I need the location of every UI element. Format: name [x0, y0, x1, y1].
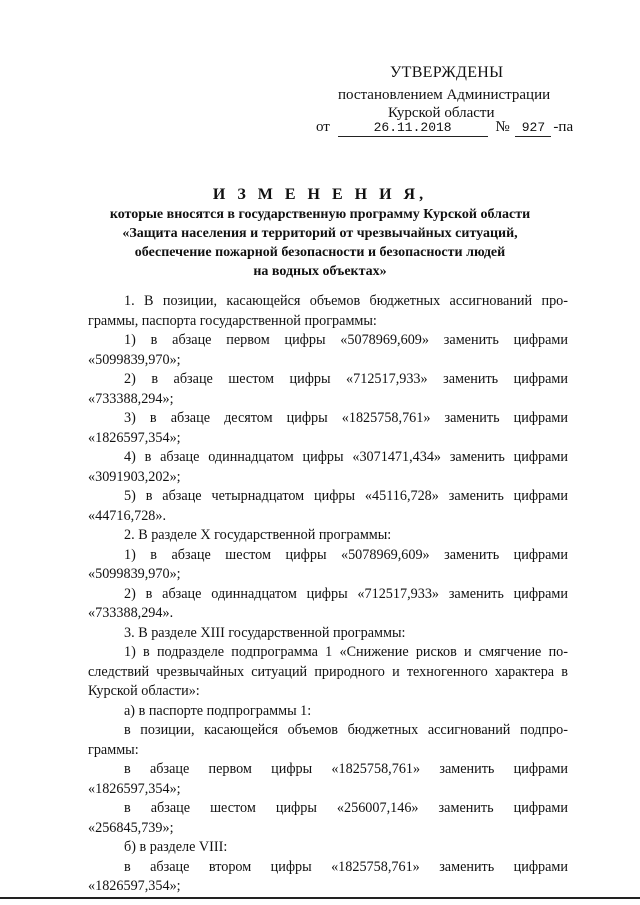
- body-line: 1) в абзаце первом цифры «5078969,609» заменить цифрами: [124, 332, 568, 348]
- document-body: [88, 292, 568, 897]
- body-line: граммы, паспорта государственной программы:: [88, 312, 377, 329]
- subtitle-line: которые вносятся в государственную программу Курской области: [109, 207, 531, 222]
- order-date: 26.11.2018: [338, 120, 488, 137]
- body-line: «1826597,354»;: [88, 878, 181, 894]
- subtitle-line: обеспечение пожарной безопасности и безопасности людей: [134, 245, 506, 260]
- subtitle-line: на водных объектах»: [253, 264, 387, 279]
- document-title: И З М Е Н Е Н И Я,: [212, 186, 428, 203]
- approval-region: Курской области: [388, 105, 495, 121]
- order-suffix: -па: [553, 119, 574, 135]
- body-line: 4) в абзаце одиннадцатом цифры «3071471,434» заменить цифрами: [124, 449, 568, 465]
- body-line: «256845,739»;: [88, 819, 174, 836]
- body-line: «5099839,970»;: [88, 566, 181, 582]
- body-line: «1826597,354»;: [88, 429, 181, 446]
- page-bottom-edge: [0, 897, 640, 899]
- body-line: а) в паспорте подпрограммы 1:: [124, 702, 312, 719]
- body-line: «1826597,354»;: [88, 780, 181, 797]
- body-line: в абзаце первом цифры «1825758,761» заменить цифрами: [124, 761, 568, 777]
- approval-issuer: постановлением Администрации: [338, 87, 551, 103]
- body-line: «44716,728».: [88, 507, 167, 524]
- body-line: 5) в абзаце четырнадцатом цифры «45116,728» заменить цифрами: [124, 488, 568, 504]
- body-line: в абзаце шестом цифры «256007,146» заменить цифрами: [124, 800, 568, 816]
- approval-title: УТВЕРЖДЕНЫ: [390, 64, 504, 81]
- order-number: 927: [515, 120, 551, 137]
- subtitle-line: «Защита населения и территорий от чрезвычайных ситуаций,: [122, 226, 518, 241]
- body-line: «3091903,202»;: [88, 468, 181, 485]
- body-line: 3. В разделе XIII государственной программы:: [124, 624, 406, 641]
- body-line: 2. В разделе X государственной программы:: [124, 527, 392, 543]
- body-line: в позиции, касающейся объемов бюджетных ассигнований подпро-: [124, 722, 568, 738]
- body-line: 1. В позиции, касающейся объемов бюджетных ассигнований про-: [124, 293, 568, 309]
- body-line: «733388,294».: [88, 605, 174, 621]
- body-line: 2) в абзаце шестом цифры «712517,933» заменить цифрами: [124, 371, 568, 387]
- order-reference: [316, 119, 573, 137]
- body-line: 1) в абзаце шестом цифры «5078969,609» заменить цифрами: [124, 546, 568, 563]
- body-line: «733388,294»;: [88, 390, 174, 407]
- body-line: следствий чрезвычайных ситуаций природного и техногенного характера в: [88, 663, 568, 680]
- document-subtitle: [70, 205, 570, 281]
- body-line: 1) в подразделе подпрограмма 1 «Снижение рисков и смягчение по-: [124, 644, 568, 660]
- body-line: 3) в абзаце десятом цифры «1825758,761» заменить цифрами: [124, 410, 568, 426]
- body-line: Курской области»:: [88, 683, 200, 699]
- body-line: «5099839,970»;: [88, 351, 181, 368]
- body-line: б) в разделе VIII:: [124, 839, 228, 855]
- order-number-label: №: [495, 119, 510, 135]
- body-line: 2) в абзаце одиннадцатом цифры «712517,933» заменить цифрами: [124, 585, 568, 602]
- body-line: граммы:: [88, 741, 139, 758]
- order-from-label: от: [316, 119, 330, 135]
- body-line: в абзаце втором цифры «1825758,761» заменить цифрами: [124, 858, 568, 875]
